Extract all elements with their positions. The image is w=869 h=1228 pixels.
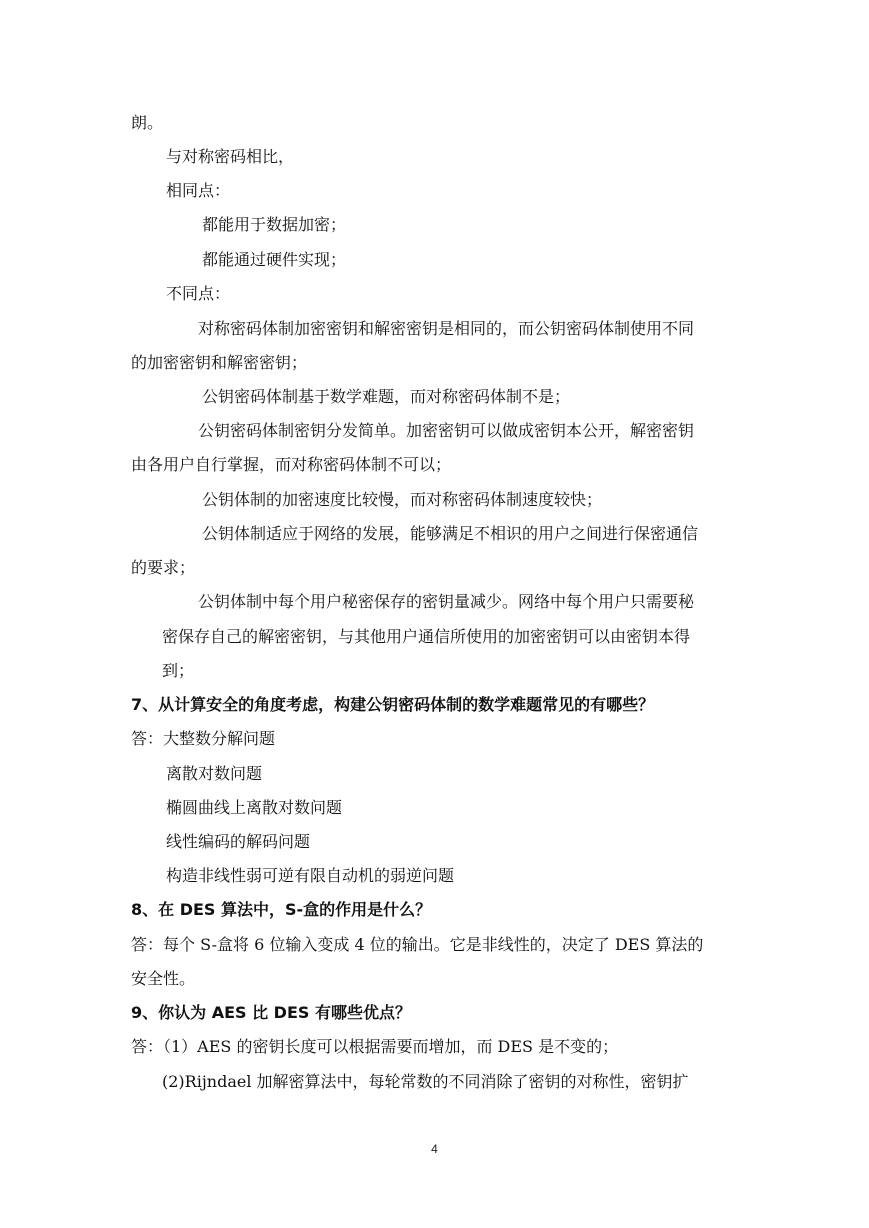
answer-line: 构造非线性弱可逆有限自动机的弱逆问题 — [166, 866, 455, 885]
text-line: 对称密码体制加密密钥和解密密钥是相同的，而公钥密码体制使用不同 — [198, 319, 695, 338]
text-line: 的要求； — [131, 558, 196, 577]
text-line: 公钥密码体制基于数学难题，而对称密码体制不是； — [202, 387, 571, 406]
answer-line: 线性编码的解码问题 — [166, 832, 311, 851]
answer-line: 答：大整数分解问题 — [131, 729, 276, 748]
text-line: 的加密密钥和解密密钥； — [131, 353, 308, 372]
question-heading: 7、从计算安全的角度考虑，构建公钥密码体制的数学难题常见的有哪些？ — [131, 695, 655, 714]
answer-line: 椭圆曲线上离散对数问题 — [166, 798, 343, 817]
text-line: 都能通过硬件实现； — [202, 250, 347, 269]
text-line: 到； — [162, 661, 195, 680]
text-line: 公钥体制适应于网络的发展，能够满足不相识的用户之间进行保密通信 — [202, 524, 699, 543]
text-line: 公钥体制中每个用户秘密保存的密钥量减少。网络中每个用户只需要秘 — [198, 592, 695, 611]
answer-line: 离散对数问题 — [166, 764, 263, 783]
text-line: 公钥体制的加密速度比较慢，而对称密码体制速度较快； — [202, 490, 603, 509]
question-heading: 8、在 DES 算法中，S-盒的作用是什么？ — [131, 900, 432, 919]
text-line: 公钥密码体制密钥分发简单。加密密钥可以做成密钥本公开，解密密钥 — [198, 421, 695, 440]
text-line: 相同点： — [166, 181, 231, 200]
text-line: 与对称密码相比， — [166, 147, 295, 166]
text-line: 由各用户自行掌握，而对称密码体制不可以； — [131, 455, 452, 474]
text-line: 都能用于数据加密； — [202, 215, 347, 234]
answer-line: 答：（1）AES 的密钥长度可以根据需要而增加，而 DES 是不变的； — [131, 1037, 619, 1056]
page-number: 4 — [431, 1142, 438, 1156]
answer-line: (2)Rijndael 加解密算法中，每轮常数的不同消除了密钥的对称性，密钥扩 — [162, 1072, 689, 1091]
text-line: 不同点： — [166, 284, 231, 303]
answer-line: 安全性。 — [131, 969, 196, 988]
answer-line: 答：每个 S-盒将 6 位输入变成 4 位的输出。它是非线性的，决定了 DES 算法的 — [131, 935, 704, 954]
text-line: 密保存自己的解密密钥，与其他用户通信所使用的加密密钥可以由密钥本得 — [162, 627, 691, 646]
question-heading: 9、你认为 AES 比 DES 有哪些优点？ — [131, 1003, 411, 1022]
text-line: 朗。 — [131, 113, 164, 132]
